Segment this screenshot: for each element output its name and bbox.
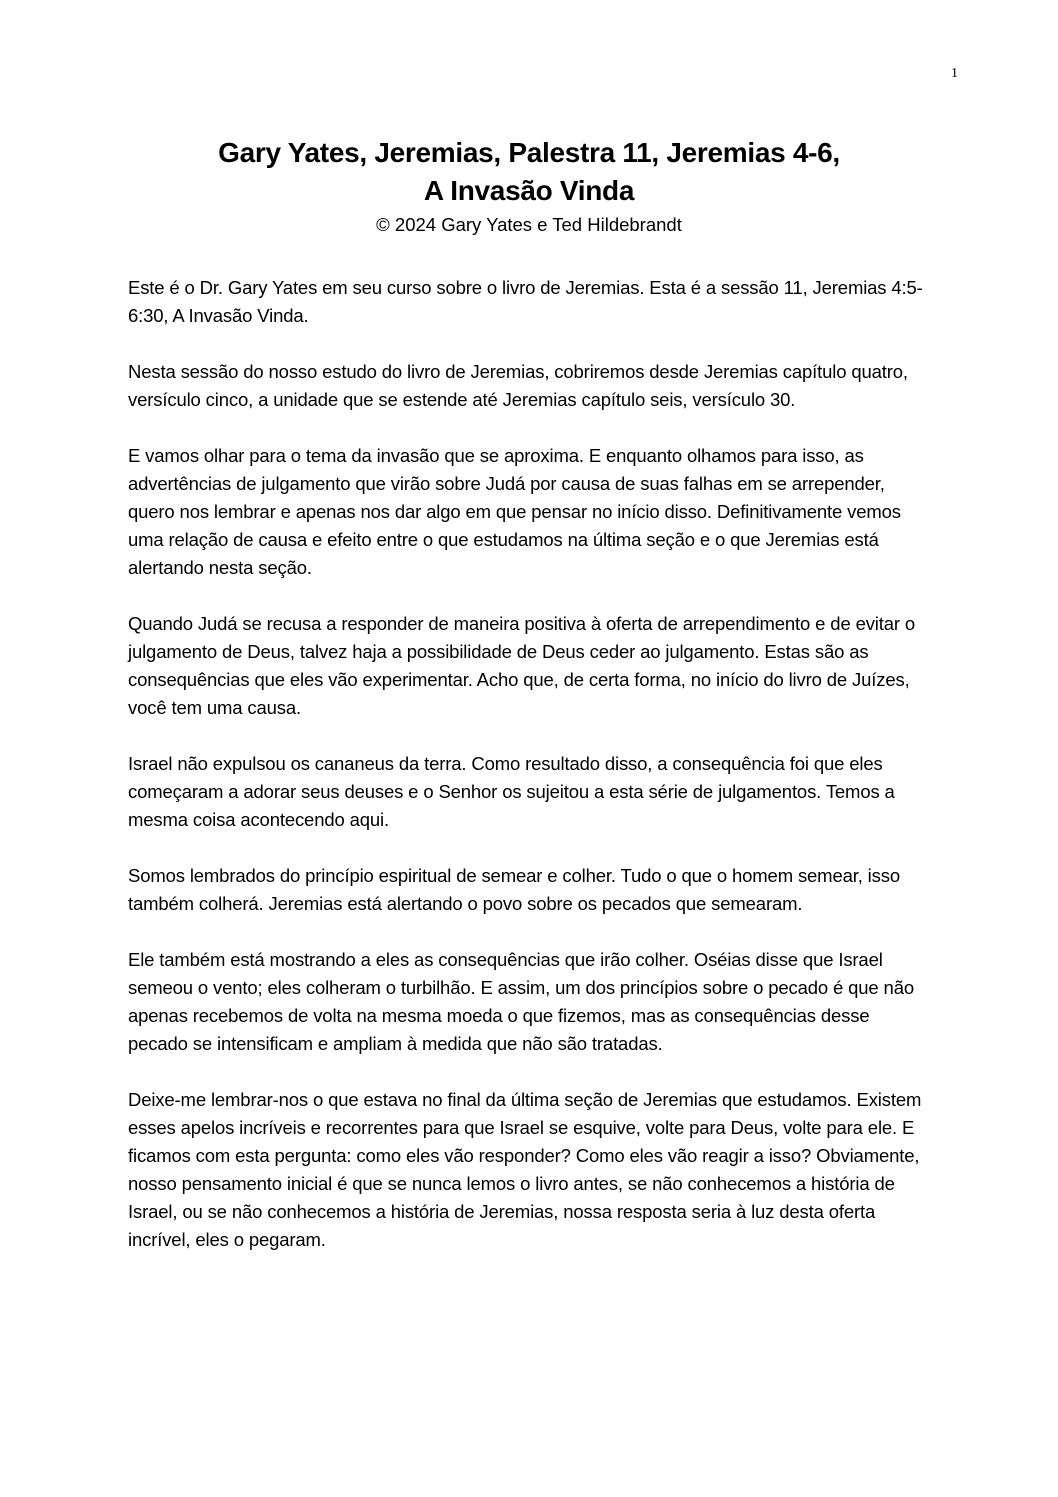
title-line-1: Gary Yates, Jeremias, Palestra 11, Jeremias 4-6,: [218, 137, 840, 168]
paragraph-4: Quando Judá se recusa a responder de maneira positiva à oferta de arrependimento e de evitar o julgamento de Deus, talvez haja a possibilidade de Deus ceder ao julgamento. Estas são as consequências que eles vão experimentar. Acho que, de certa forma, no início do livro de Juízes, você tem uma causa.: [128, 613, 916, 718]
paragraph-5: Israel não expulsou os cananeus da terra. Como resultado disso, a consequência foi que eles começaram a adorar seus deuses e o Senhor os sujeitou a esta série de julgamentos. Temos a mesma coisa acontecendo aqui.: [128, 753, 895, 830]
page-number: 1: [951, 66, 958, 81]
paragraph-8: Deixe-me lembrar-nos o que estava no final da última seção de Jeremias que estudamos. Existem esses apelos incríveis e recorrentes para que Israel se esquive, volte para Deus, volte para ele. E ficamos com esta pergunta: como eles vão responder? Como eles vão reagir a isso? Obviamente, nosso pensamento inicial é que se nunca lemos o livro antes, se não conhecemos a história de Israel, ou se não conhecemos a história de Jeremias, nossa resposta seria à luz desta oferta incrível, eles o pegaram.: [128, 1089, 922, 1250]
document-header: [0, 134, 1058, 238]
paragraph-2: Nesta sessão do nosso estudo do livro de Jeremias, cobriremos desde Jeremias capítulo quatro, versículo cinco, a unidade que se estende até Jeremias capítulo seis, versículo 30.: [128, 361, 908, 410]
paragraph-7: Ele também está mostrando a eles as consequências que irão colher. Oséias disse que Israel semeou o vento; eles colheram o turbilhão. E assim, um dos princípios sobre o pecado é que não apenas recebemos de volta na mesma moeda o que fizemos, mas as consequências desse pecado se intensificam e ampliam à medida que não são tratadas.: [128, 949, 914, 1054]
document-body: [128, 274, 928, 1282]
paragraph-1: Este é o Dr. Gary Yates em seu curso sobre o livro de Jeremias. Esta é a sessão 11, Jeremias 4:5-6:30, A Invasão Vinda.: [128, 277, 923, 326]
copyright-notice: © 2024 Gary Yates e Ted Hildebrandt: [376, 214, 682, 235]
paragraph-3: E vamos olhar para o tema da invasão que se aproxima. E enquanto olhamos para isso, as advertências de julgamento que virão sobre Judá por causa de suas falhas em se arrepender, quero nos lembrar e apenas nos dar algo em que pensar no início disso. Definitivamente vemos uma relação de causa e efeito entre o que estudamos na última seção e o que Jeremias está alertando nesta seção.: [128, 445, 901, 578]
paragraph-6: Somos lembrados do princípio espiritual de semear e colher. Tudo o que o homem semear, isso também colherá. Jeremias está alertando o povo sobre os pecados que semearam.: [128, 865, 900, 914]
title-line-2: A Invasão Vinda: [423, 175, 635, 206]
